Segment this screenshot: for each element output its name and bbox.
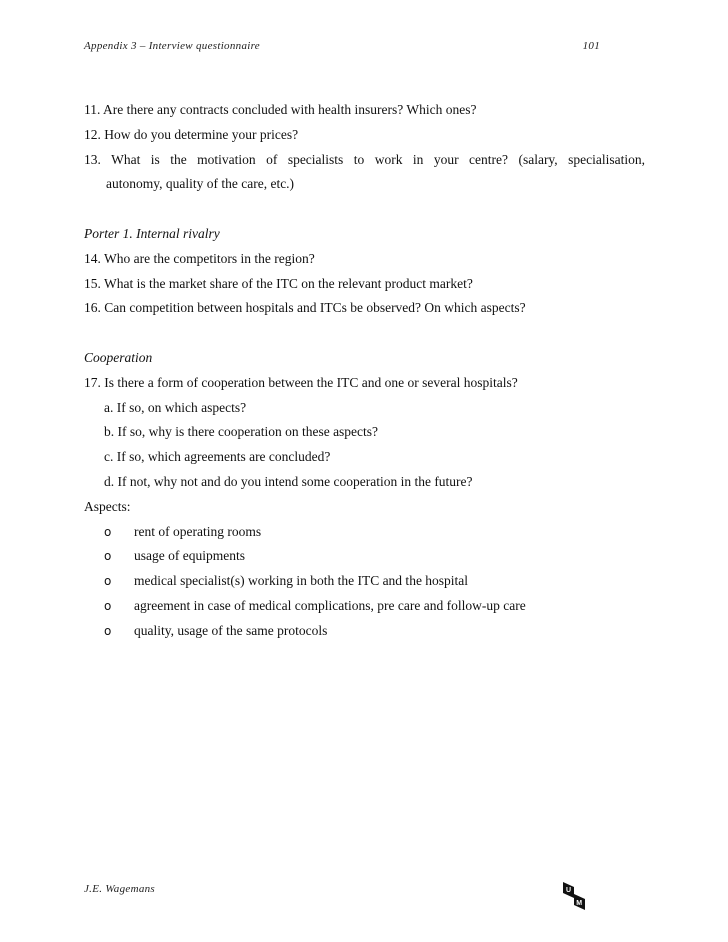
question-number: 17.: [84, 374, 101, 390]
aspect-list-item: [84, 569, 645, 594]
question-text: What is the motivation of specialists to work in your centre? (salary, specialisation,: [111, 151, 645, 167]
sub-item-c: c. If so, which agreements are concluded?: [104, 449, 331, 465]
aspect-list-item: [84, 544, 645, 569]
question-16: [84, 296, 645, 321]
aspect-text: usage of equipments: [134, 548, 245, 564]
question-14: [84, 247, 645, 272]
question-13-continuation: autonomy, quality of the care, etc.): [106, 176, 295, 192]
running-title: Appendix 3 – Interview questionnaire: [84, 40, 260, 52]
bullet-circle-icon: o: [104, 623, 112, 638]
question-text: Can competition between hospitals and ITCs be observed? On which aspects?: [104, 300, 526, 316]
logo-letter-u: U: [566, 887, 572, 894]
document-body: [84, 98, 645, 644]
bullet-circle-icon: o: [104, 524, 112, 539]
question-11: [84, 98, 645, 123]
question-number: 11.: [84, 102, 101, 117]
question-text: Are there any contracts concluded with health insurers? Which ones?: [103, 102, 477, 117]
university-logo-icon: [560, 881, 588, 911]
question-text: Is there a form of cooperation between the ITC and one or several hospitals?: [104, 374, 518, 390]
logo-letter-m: M: [576, 900, 583, 907]
question-17: [84, 371, 645, 396]
question-text: Who are the competitors in the region?: [104, 250, 315, 266]
bullet-circle-icon: o: [104, 598, 112, 613]
aspect-list-item: [84, 619, 645, 644]
bullet-circle-icon: o: [104, 549, 112, 564]
question-number: 16.: [84, 300, 101, 316]
aspect-list-item: [84, 520, 645, 545]
sub-item-d: d. If not, why not and do you intend some cooperation in the future?: [104, 473, 473, 489]
sub-item-a: a. If so, on which aspects?: [104, 399, 247, 415]
aspect-text: quality, usage of the same protocols: [134, 622, 328, 638]
aspects-label: Aspects:: [84, 498, 131, 514]
aspect-list-item: [84, 594, 645, 619]
question-number: 14.: [84, 250, 101, 266]
author-name: J.E. Wagemans: [84, 883, 156, 895]
question-number: 15.: [84, 275, 101, 291]
page-number: 101: [582, 40, 600, 52]
section-heading-internal-rivalry: Porter 1. Internal rivalry: [84, 225, 220, 241]
question-text: How do you determine your prices?: [104, 126, 299, 142]
question-13: [84, 148, 645, 173]
aspect-text: medical specialist(s) working in both the ITC and the hospital: [134, 573, 469, 589]
question-number: 12.: [84, 126, 101, 142]
sub-item-b: b. If so, why is there cooperation on these aspects?: [104, 424, 379, 440]
question-number: 13.: [84, 151, 101, 167]
bullet-circle-icon: o: [104, 574, 112, 589]
question-15: [84, 272, 645, 297]
aspect-text: rent of operating rooms: [134, 523, 262, 539]
aspect-text: agreement in case of medical complications, pre care and follow-up care: [134, 597, 526, 613]
section-heading-cooperation: Cooperation: [84, 349, 153, 365]
question-12: [84, 123, 645, 148]
question-text: What is the market share of the ITC on the relevant product market?: [104, 275, 473, 291]
